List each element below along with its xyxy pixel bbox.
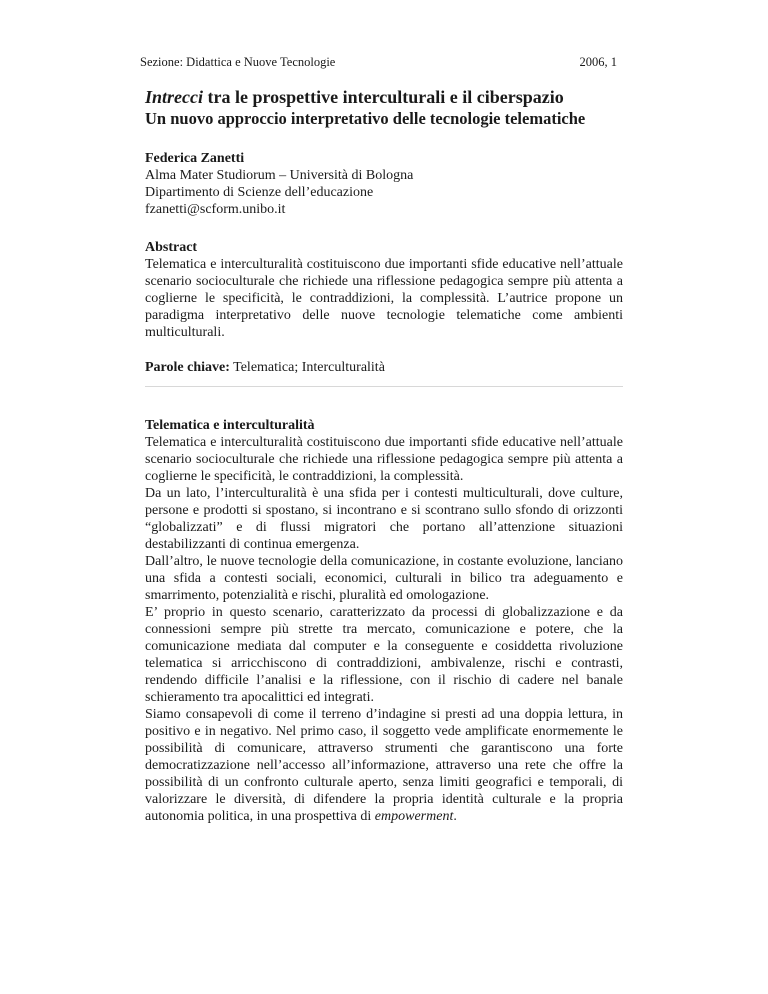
title-rest: tra le prospettive interculturali e il ciberspazio xyxy=(203,87,564,107)
keywords-value: Telematica; Interculturalità xyxy=(229,360,385,375)
running-header xyxy=(140,54,623,70)
title-italic: Intrecci xyxy=(145,87,203,107)
paragraph-4: E’ proprio in questo scenario, caratterizzato da processi di globalizzazione e da connessioni sempre più strette tra mercato, comunicazione e potere, che la comunicazione mediata dal computer e la conseguente e cosiddetta rivoluzione telematica si arricchiscono di contraddizioni, ambivalenze, rischi e contrasti, rendendo difficile l’analisi e la riflessione, con il rischio di cadere nel banale schieramento tra apocalittici ed integrati. xyxy=(145,605,623,705)
keywords xyxy=(145,359,623,376)
section-telematica xyxy=(145,417,623,825)
paragraph-1: Telematica e interculturalità costituiscono due importanti sfide educative nell’attuale scenario socioculturale che richiede una riflessione pedagogica sempre più attenta a coglierne le specificità, le contraddizioni, la complessità. xyxy=(145,435,623,484)
author-affiliation-1: Alma Mater Studiorum – Università di Bologna xyxy=(145,168,414,183)
paragraph-5-italic: empowerment xyxy=(374,809,454,824)
paragraph-5-text: Siamo consapevoli di come il terreno d’indagine si presti ad una doppia lettura, in positivo e in negativo. Nel primo caso, il soggetto vede amplificate enormemente le possibilità di comunicare, attraverso strumenti che garantiscono una forte democratizzazione nell’accesso all’informazione, attraverso una rete che offre la possibilità di un confronto culturale aperto, senza limiti geografici e temporali, di valorizzare le diversità, di difendere la propria identità culturale e la propria autonomia politica, in una prospettiva di xyxy=(145,707,623,824)
header-issue: 2006, 1 xyxy=(579,55,617,69)
abstract xyxy=(145,239,623,341)
section-heading: Telematica e interculturalità xyxy=(145,418,315,433)
divider xyxy=(145,386,623,387)
paragraph-5 xyxy=(145,706,623,825)
author-name: Federica Zanetti xyxy=(145,151,245,166)
paragraph-5-end: . xyxy=(453,809,457,824)
paragraph-2: Da un lato, l’interculturalità è una sfida per i contesti multiculturali, dove culture, persone e prodotti si spostano, si incontrano e si scontrano sullo sfondo di orizzonti “globalizzati” e di flussi migratori che portano all’attenzione situazioni destabilizzanti di continua emergenza. xyxy=(145,486,623,552)
header-section: Sezione: Didattica e Nuove Tecnologie xyxy=(140,55,336,69)
keywords-label: Parole chiave: xyxy=(145,360,230,375)
article-subtitle: Un nuovo approccio interpretativo delle tecnologie telematiche xyxy=(145,109,586,128)
abstract-text: Telematica e interculturalità costituiscono due importanti sfide educative nell’attuale scenario socioculturale che richiede una riflessione pedagogica sempre più attenta a coglierne le specificità, le contraddizioni, la complessità. L’autrice propone un paradigma interpretativo delle nuove tecnologie telematiche come ambienti multiculturali. xyxy=(145,257,623,340)
document-page xyxy=(140,54,623,825)
abstract-heading: Abstract xyxy=(145,240,198,255)
author-email: fzanetti@scform.unibo.it xyxy=(145,202,286,217)
author-affiliation-2: Dipartimento di Scienze dell’educazione xyxy=(145,185,374,200)
article-title xyxy=(145,86,623,108)
author-block xyxy=(145,150,623,218)
paragraph-3: Dall’altro, le nuove tecnologie della comunicazione, in costante evoluzione, lanciano una sfida a contesti sociali, economici, culturali in bilico tra adeguamento e smarrimento, potenzialità e rischi, pluralità ed omologazione. xyxy=(145,554,623,603)
